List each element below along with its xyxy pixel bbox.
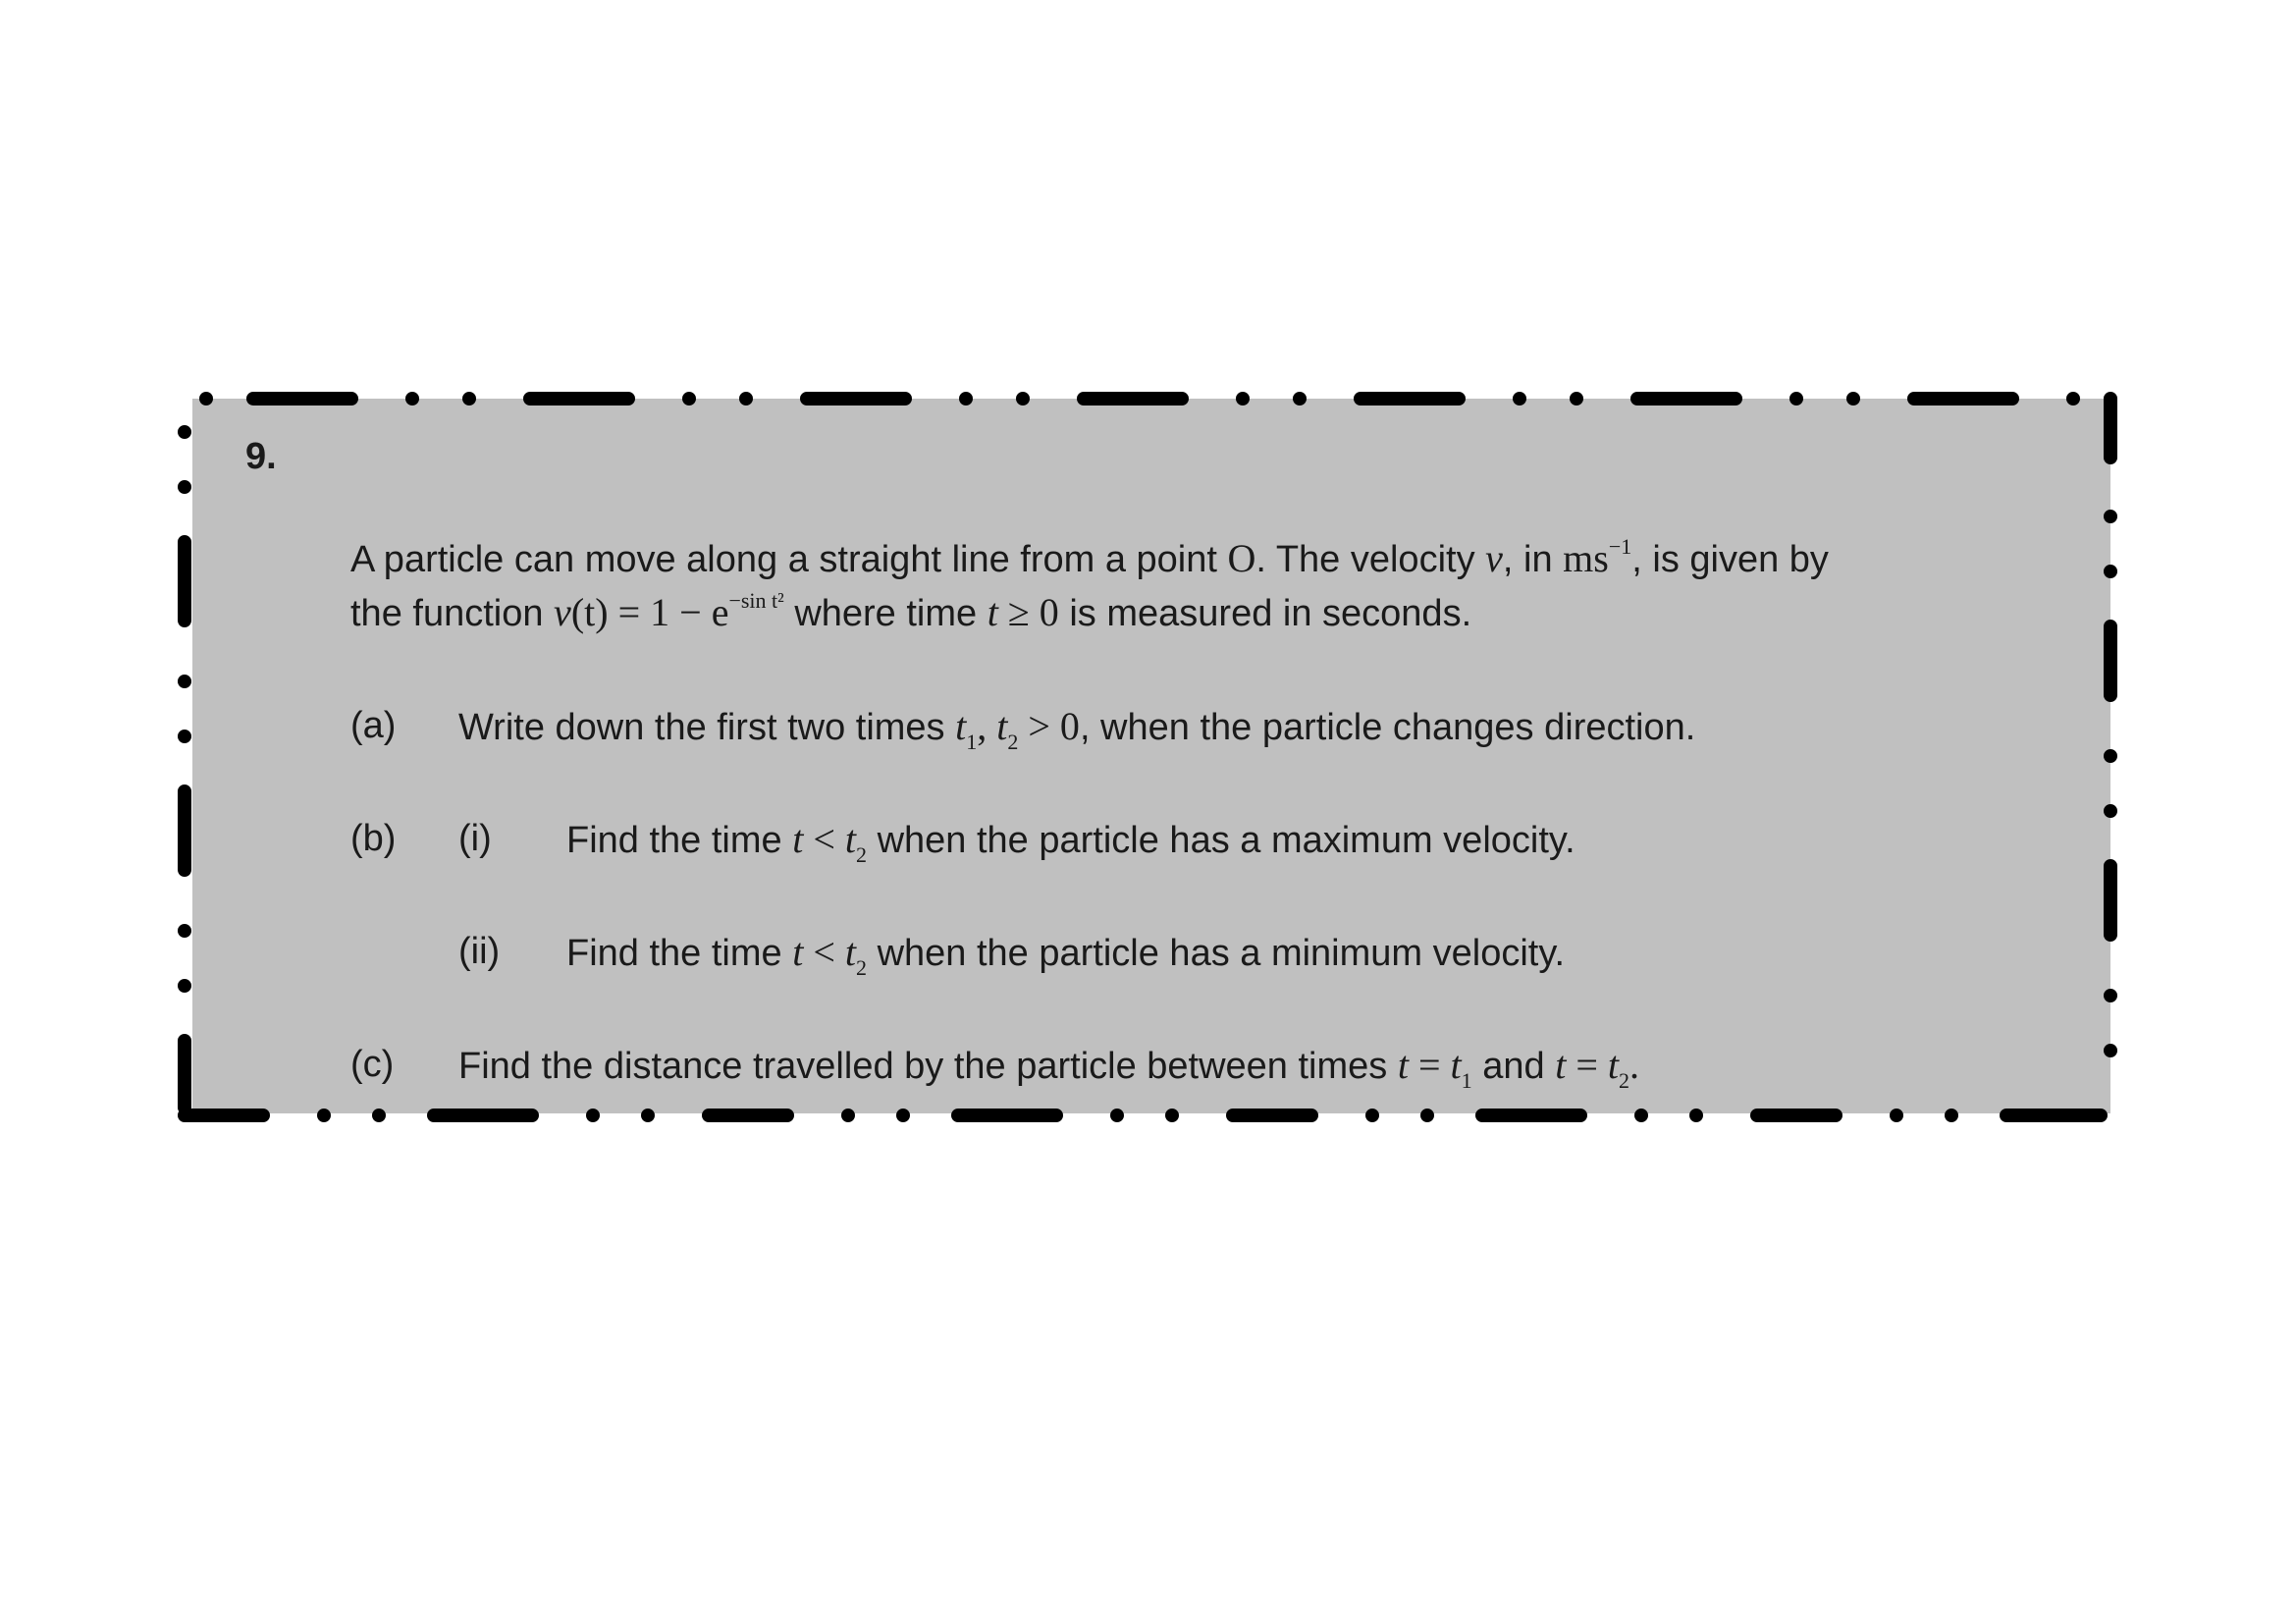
part-c-label: (c) [350,1044,395,1085]
part-a-label: (a) [350,705,397,746]
part-b-label: (b) [350,818,397,859]
unit-exponent: −1 [1608,534,1632,559]
intro-line-2 [350,590,1471,632]
part-b-ii-text: Find the time $t < t_2$ when the particle has a minimum velocity. [566,930,1566,980]
part-b-ii-label: (ii) [458,931,501,972]
intro-text-c: , in [1502,539,1553,580]
intro-text-a: A particle can move along a straight line from a point [350,539,1217,580]
intro2-text-b: where time [794,593,978,634]
intro2-text-a: the function [350,593,544,634]
function-arg: (t) [570,590,609,634]
question-box-fill [192,399,2110,1113]
unit: ms [1563,536,1609,580]
part-b-i-text: Find the time $t < t_2$ when the particle has a maximum velocity. [566,817,1575,867]
intro-text-b: . The velocity [1255,539,1475,580]
function-exponent: −sin t² [728,588,784,613]
function-rhs: = 1 − e [608,590,729,634]
part-c-text: Find the distance travelled by the particle between times $t = t_1$ and $t = t_2$. [458,1043,1640,1093]
intro2-text-c: is measured in seconds. [1069,593,1472,634]
intro-text-d: , is given by [1631,539,1829,580]
question-number: 9. [245,436,277,477]
velocity-var: v [1485,536,1503,580]
intro-line-1 [350,536,1829,578]
function-lhs: v [554,590,571,634]
cond: ≥ 0 [997,590,1059,634]
point-o: O [1227,536,1256,580]
cond-var: t [987,590,998,634]
part-a-text: Write down the first two times $t_1$, $t_2 > 0$, when the particle changes direction. [458,704,1696,754]
part-b-i-label: (i) [458,818,492,859]
